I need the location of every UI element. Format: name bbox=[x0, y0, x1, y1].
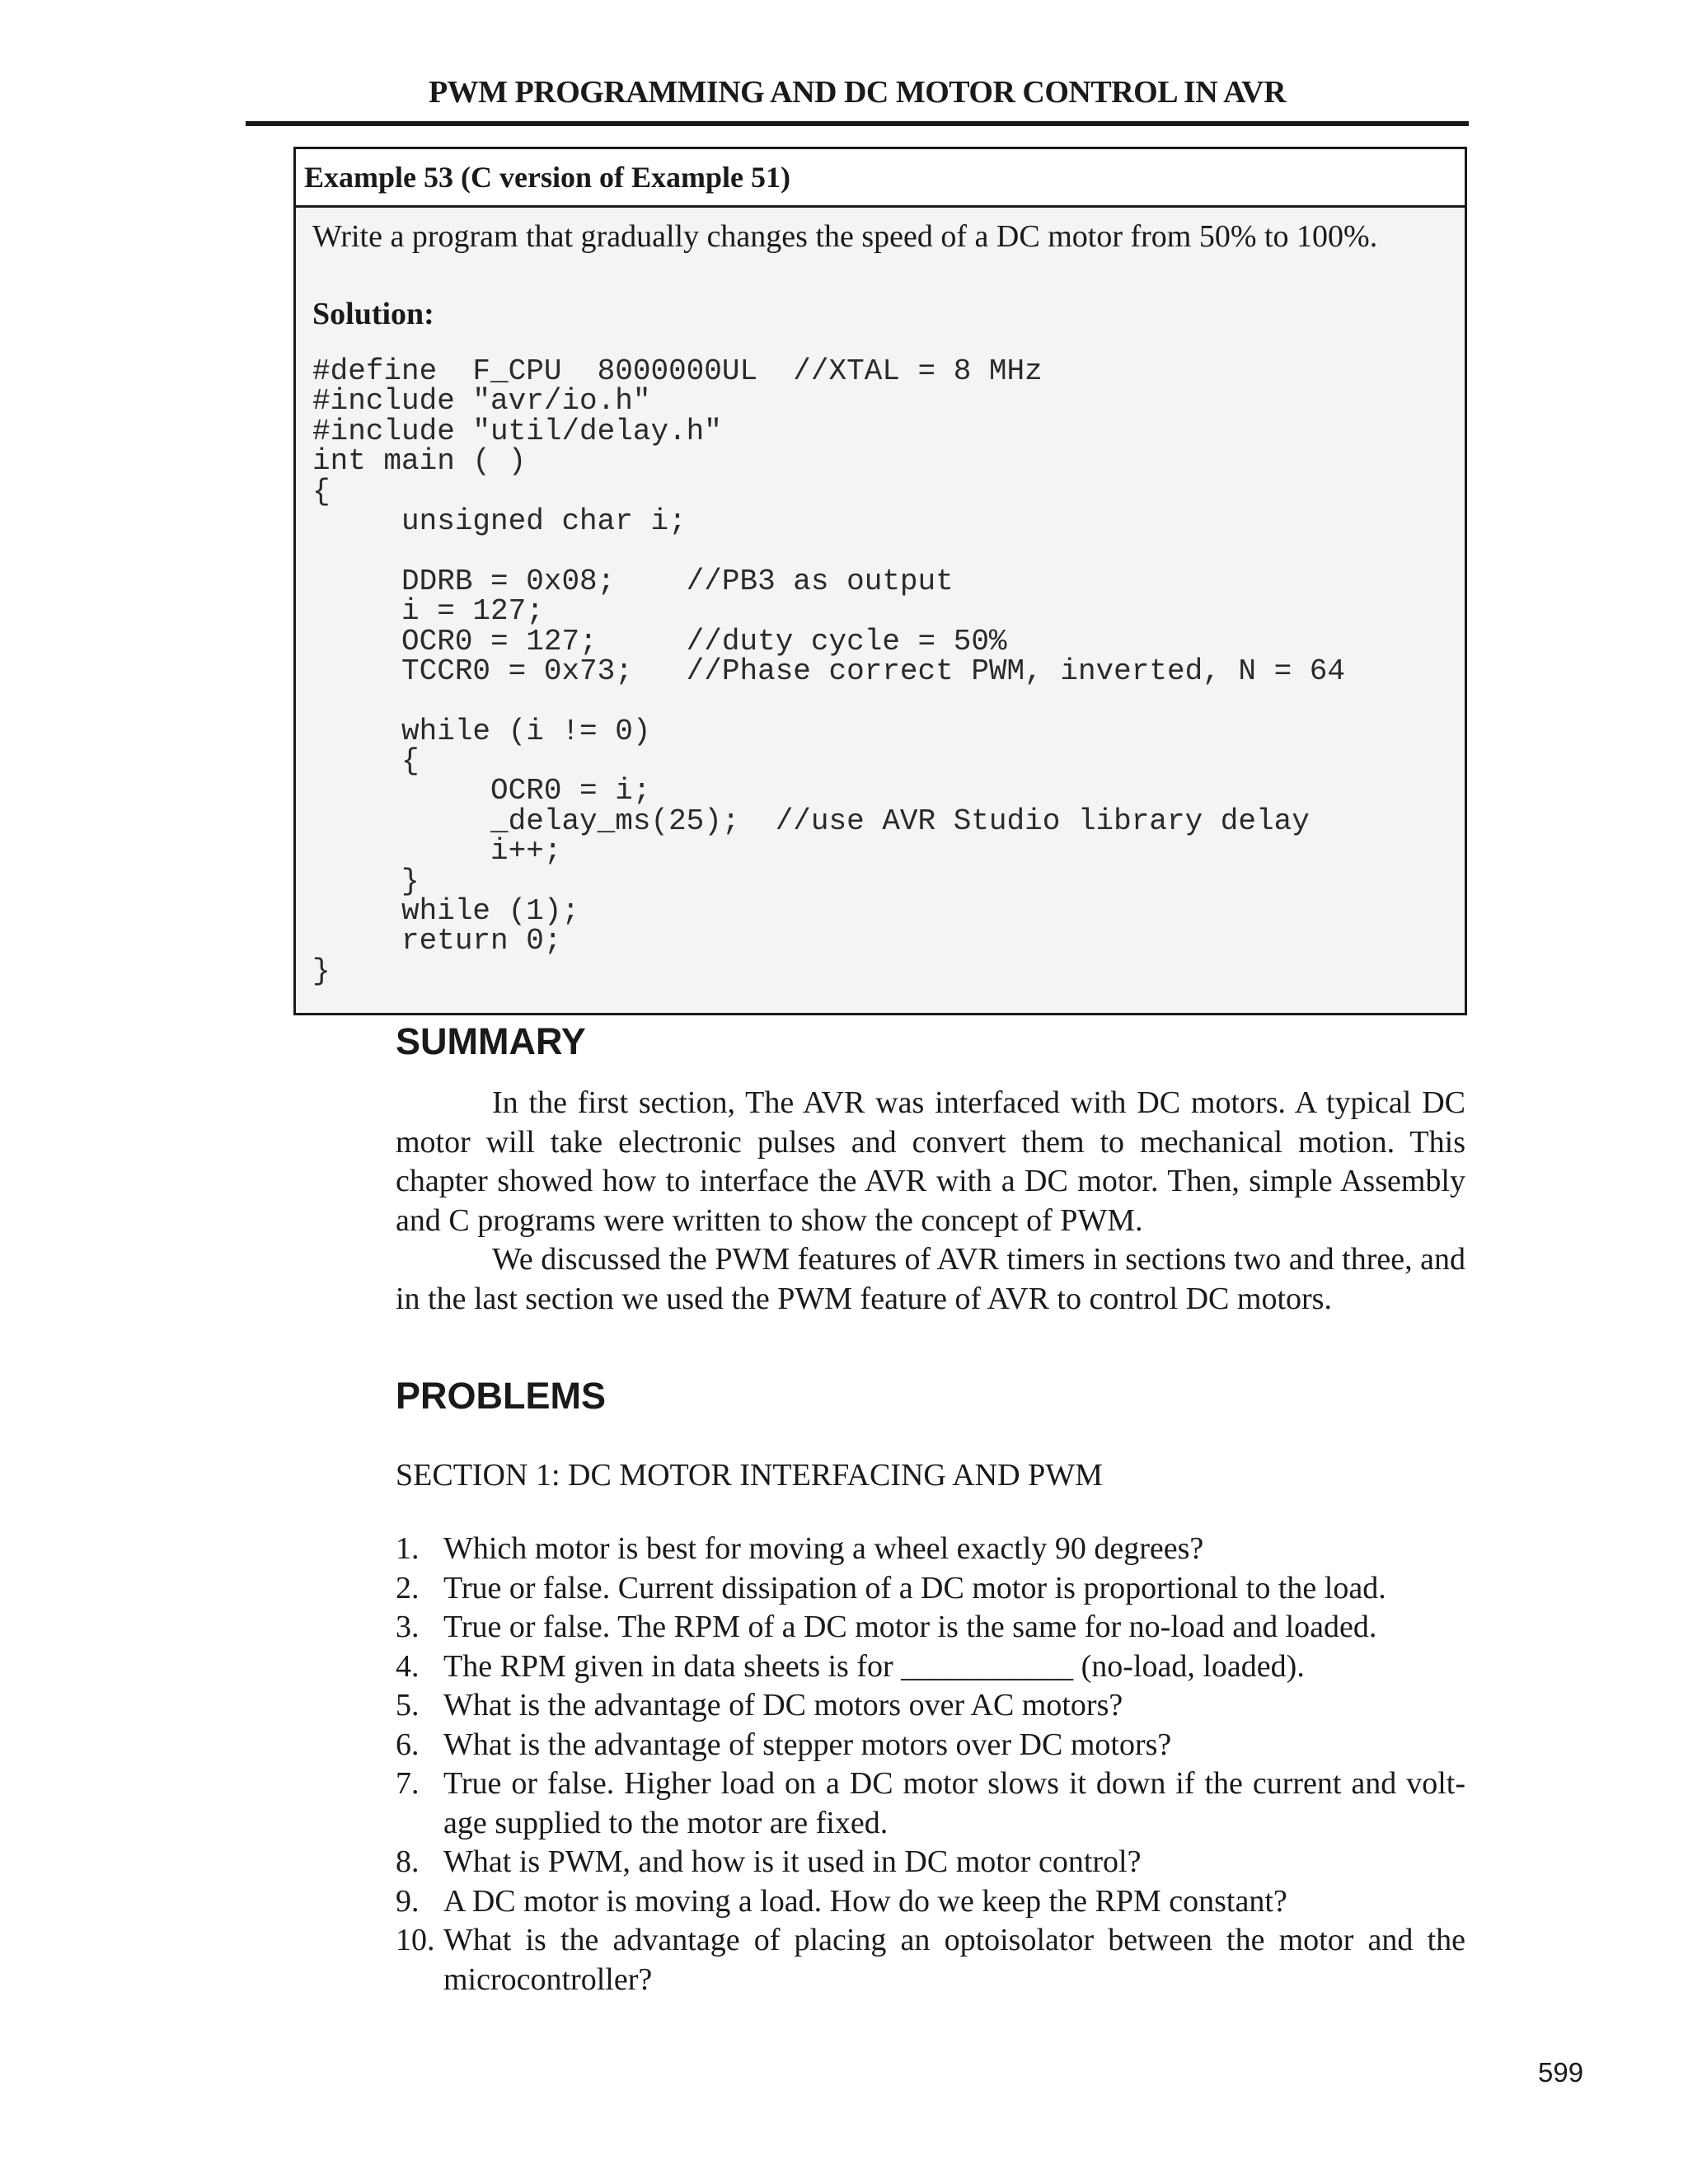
problem-number: 6. bbox=[396, 1727, 420, 1762]
problem-item bbox=[396, 1843, 1465, 1882]
problems-heading: PROBLEMS bbox=[396, 1375, 607, 1417]
code-line: _delay_ms(25); //use AVR Studio library delay bbox=[312, 804, 1310, 838]
code-line: { bbox=[312, 474, 331, 509]
code-line: #include "avr/io.h" bbox=[312, 384, 651, 419]
problem-text: True or false. Higher load on a DC motor slows it down if the current and volt-age supplied to the motor are fixed. bbox=[443, 1766, 1465, 1840]
problem-number: 1. bbox=[396, 1531, 420, 1566]
problem-text: True or false. The RPM of a DC motor is the same for no-load and loaded. bbox=[443, 1610, 1377, 1644]
running-head: PWM PROGRAMMING AND DC MOTOR CONTROL IN AVR bbox=[428, 75, 1287, 110]
problem-item bbox=[396, 1726, 1465, 1765]
code-line: OCR0 = i; bbox=[312, 774, 651, 808]
problem-item bbox=[396, 1530, 1465, 1569]
example-title: Example 53 (C version of Example 51) bbox=[304, 161, 790, 194]
code-line: #include "util/delay.h" bbox=[312, 414, 722, 448]
example-task: Write a program that gradually changes the speed of a DC motor from 50% to 100%. bbox=[312, 219, 1378, 254]
problem-item bbox=[396, 1569, 1465, 1609]
header-rule bbox=[246, 121, 1469, 126]
problem-number: 3. bbox=[396, 1610, 420, 1644]
problem-text: What is the advantage of stepper motors over DC motors? bbox=[443, 1727, 1172, 1762]
code-line: i++; bbox=[312, 834, 562, 869]
code-line: TCCR0 = 0x73; //Phase correct PWM, inverted, N = 64 bbox=[312, 654, 1346, 688]
code-line: } bbox=[312, 864, 420, 898]
problem-text: Which motor is best for moving a wheel exactly 90 degrees? bbox=[443, 1531, 1204, 1566]
example-title-bar bbox=[296, 149, 1465, 208]
problem-item bbox=[396, 1882, 1465, 1922]
summary-paragraph: In the first section, The AVR was interfaced with DC motors. A typical DC motor will take electronic pulses and convert them to mechanical motion. This chapter showed how to interface the AVR with a DC motor. Then, simple Assembly and C programs were written to show the concept of PWM. bbox=[396, 1085, 1465, 1238]
problem-number: 2. bbox=[396, 1570, 420, 1605]
code-line bbox=[312, 537, 1345, 566]
code-line: OCR0 = 127; //duty cycle = 50% bbox=[312, 624, 1007, 658]
problem-text: The RPM given in data sheets is for ___________ (no-load, loaded). bbox=[443, 1648, 1305, 1684]
code-line: DDRB = 0x08; //PB3 as output bbox=[312, 564, 954, 598]
problem-text: A DC motor is moving a load. How do we keep the RPM constant? bbox=[443, 1883, 1287, 1919]
problem-number: 10. bbox=[396, 1923, 435, 1957]
problem-item bbox=[396, 1686, 1465, 1726]
problem-list bbox=[396, 1530, 1465, 1999]
problem-text: What is the advantage of DC motors over AC motors? bbox=[443, 1688, 1123, 1722]
page-number: 599 bbox=[1538, 2057, 1584, 2088]
problem-number: 8. bbox=[396, 1844, 420, 1879]
code-line: { bbox=[312, 744, 420, 779]
problem-number: 5. bbox=[396, 1688, 420, 1722]
problem-item bbox=[396, 1765, 1465, 1843]
problems-section-title: SECTION 1: DC MOTOR INTERFACING AND PWM bbox=[396, 1458, 1103, 1493]
code-line: while (1); bbox=[312, 894, 580, 929]
code-line: while (i != 0) bbox=[312, 714, 651, 748]
summary-body bbox=[396, 1084, 1465, 1319]
problem-item bbox=[396, 1921, 1465, 1999]
code-line bbox=[312, 687, 1345, 716]
code-line: #define F_CPU 8000000UL //XTAL = 8 MHz bbox=[312, 354, 1043, 388]
problem-number: 9. bbox=[396, 1883, 420, 1919]
code-line: } bbox=[312, 954, 331, 988]
code-listing bbox=[312, 354, 1346, 988]
example-box bbox=[293, 147, 1467, 1015]
summary-paragraph: We discussed the PWM features of AVR timers in sections two and three, and in the last section we used the PWM feature of AVR to control DC motors. bbox=[396, 1242, 1465, 1316]
problem-number: 4. bbox=[396, 1648, 420, 1684]
problem-number: 7. bbox=[396, 1766, 420, 1801]
code-line: return 0; bbox=[312, 924, 562, 958]
code-line: int main ( ) bbox=[312, 444, 527, 479]
problem-text: What is PWM, and how is it used in DC motor control? bbox=[443, 1844, 1142, 1879]
problem-item bbox=[396, 1608, 1465, 1647]
problem-text: What is the advantage of placing an optoisolator between the motor and the microcontroller? bbox=[443, 1923, 1465, 1997]
summary-heading: SUMMARY bbox=[396, 1020, 586, 1062]
problem-item bbox=[396, 1647, 1465, 1687]
code-line: i = 127; bbox=[312, 594, 544, 629]
problem-text: True or false. Current dissipation of a DC motor is proportional to the load. bbox=[443, 1570, 1386, 1605]
code-line: unsigned char i; bbox=[312, 504, 687, 538]
solution-label: Solution: bbox=[312, 297, 434, 331]
